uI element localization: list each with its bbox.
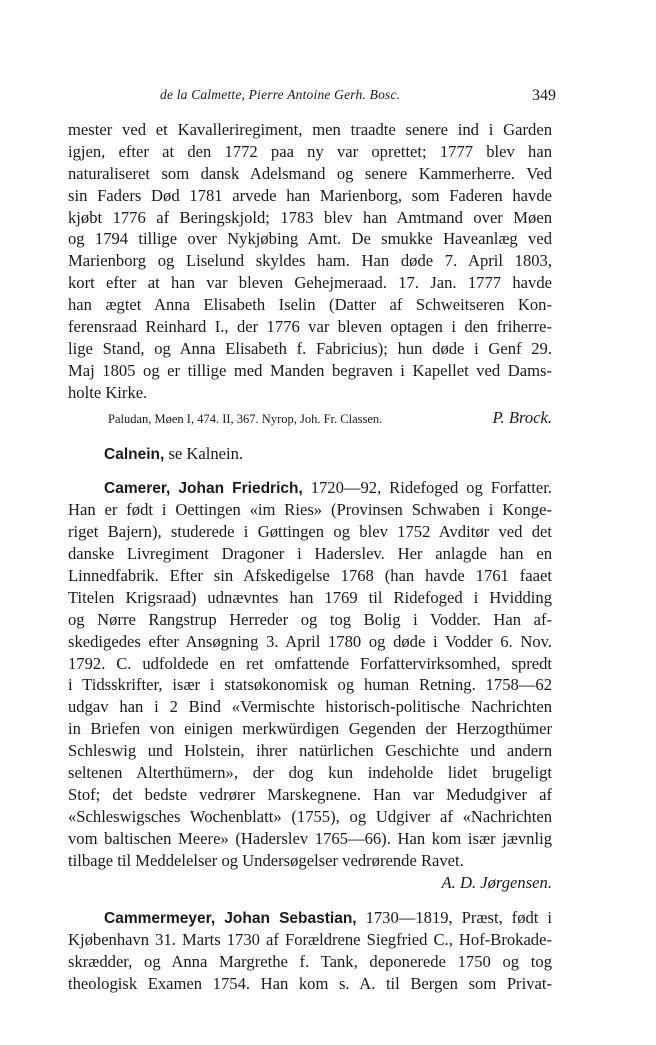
text-line: Stof; det bedste vedrører Marskegnene. Han var Medudgiver af [68,784,552,804]
text-line: Schleswig und Holstein, ihrer natürlichen Geschichte und andern [68,741,552,761]
text-line: seltenen Alterthümern», der dog kun indeholde lidet brugeligt [68,763,552,783]
text-line: theologisk Examen 1754. Han kom s. A. til Bergen som Privat- [68,974,552,994]
text-line: Linnedfabrik. Efter sin Afskedigelse 1768 (han havde 1761 faaet [68,566,552,586]
text-line [68,443,552,465]
text-line: Maj 1805 og er tillige med Manden begraven i Kapellet ved Dams- [68,360,552,380]
text-line: kort efter at han var bleven Gehejmeraad. 17. Jan. 1777 havde [68,273,552,293]
entry-headword: Camerer, Johan Friedrich, [104,480,303,498]
text-line: riget Bajern), studerede i Gøttingen og blev 1752 Avditør ved det [68,522,552,542]
text-line: lige Stand, og Anna Elisabeth f. Fabricius); hun døde i Genf 29. [68,338,552,358]
text-line: ferensraad Reinhard I., der 1776 var bleven optagen i den friherre- [68,317,552,337]
text-line: og 1794 tillige over Nykjøbing Amt. De smukke Haveanlæg ved [68,229,552,249]
text-line [68,477,552,499]
entry-dates-title: 1720—92, Ridefoged og Forfatter. [302,478,552,498]
body-text [68,119,552,995]
entry-author: P. Brock. [492,407,552,427]
spacer [68,464,552,477]
text-line: i Tidsskrifter, især i statsøkonomisk og human Retning. 1758—62 [68,675,552,695]
text-line: mester ved et Kavalleriregiment, men traadte senere ind i Garden [68,120,552,139]
text-line: igjen, efter at den 1772 paa ny var oprettet; 1777 blev han [68,141,552,161]
spacer [68,430,552,443]
source-list: Paludan, Møen I, 474. II, 367. Nyrop, Joh. Fr. Classen. [108,411,383,426]
text-line: naturaliseret som dansk Adelsmand og senere Kammerherre. Ved [68,163,552,183]
text-line: 1792. C. udfoldede en ret omfattende Forfattervirksomhed, spredt [68,653,552,673]
text-line: kjøbt 1776 af Beringskjold; 1783 blev han Amtmand over Møen [68,207,552,227]
text-line: tilbage til Meddelelser og Undersøgelser vedrørende Ravet. [68,850,464,870]
entry-calmette [68,119,552,430]
text-line: han ægtet Anna Elisabeth Iselin (Datter af Schweitseren Kon- [68,295,552,315]
text-line: udgav han i 2 Bind «Vermischte historisch-politische Nachrichten [68,697,552,717]
spacer [68,893,552,907]
cross-reference: se Kalnein. [164,443,244,463]
text-line [68,907,552,929]
text-line: in Briefen von einigen merkwürdigen Gegenden der Herzogthümer [68,719,552,739]
running-title: de la Calmette, Pierre Antoine Gerh. Bosc. [160,87,401,102]
entry-dates-title: 1730—1819, Præst, født i [356,908,553,928]
text-line: sin Faders Død 1781 arvede han Marienborg, som Faderen havde [68,185,552,205]
page-number: 349 [532,87,556,104]
entry-calnein [68,443,552,465]
text-line: Kjøbenhavn 31. Marts 1730 af Forældrene Siegfried C., Hof-Brokade- [68,930,552,950]
text-line: vom baltischen Meere» (Haderslev 1765—66). Han kom især jævnlig [68,828,552,848]
entry-headword: Cammermeyer, Johan Sebastian, [104,910,357,928]
text-line: skrædder, og Anna Margrethe f. Tank, deponerede 1750 og tog [68,952,552,972]
entry-author: A. D. Jørgensen. [441,872,552,892]
text-line: danske Livregiment Dragoner i Haderslev. Her anlagde han en [68,544,552,564]
text-line: og Nørre Rangstrup Herreder og tog Bolig i Vodder. Han af- [68,609,552,629]
text-line: Han er født i Oettingen «im Ries» (Provinsen Schwaben i Konge- [68,500,552,520]
entry-cammermeyer [68,907,552,995]
text-line: Titelen Krigsraad) udnævntes han 1769 til Ridefoged i Hvidding [68,587,552,607]
entry-camerer [68,477,552,893]
text-line: Marienborg og Liselund skyldes ham. Han døde 7. April 1803, [68,251,552,271]
source-reference [68,406,552,430]
text-line: holte Kirke. [68,382,148,402]
entry-headword: Calnein, [104,445,165,463]
text-line: «Schleswigsches Wochenblatt» (1755), og Udgiver af «Nachrichten [68,806,552,826]
text-line: skedigedes efter Ansøgning 3. April 1780 og døde i Vodder 6. Nov. [68,631,552,651]
